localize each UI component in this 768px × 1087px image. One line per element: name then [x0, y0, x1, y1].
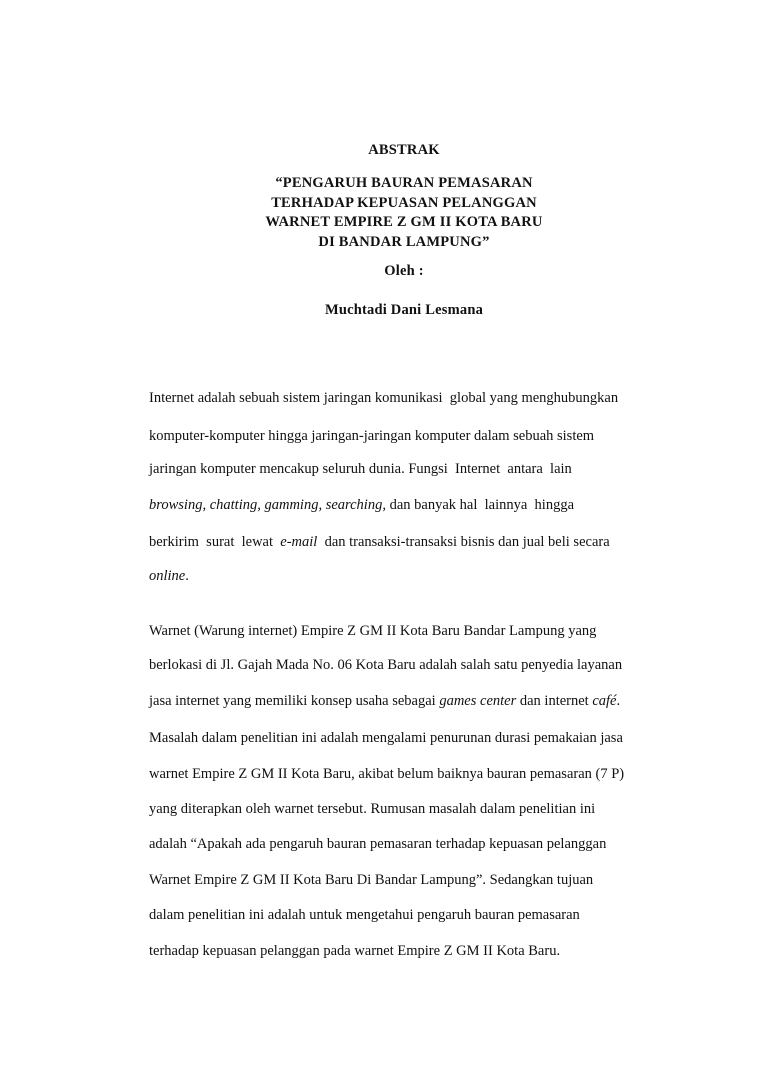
title-line: DI BANDAR LAMPUNG” [318, 233, 490, 250]
text-line: komputer-komputer hingga jaringan-jaringan komputer dalam sebuah sistem [149, 428, 595, 444]
author-name: Muchtadi Dani Lesmana [324, 302, 484, 318]
title-line: “PENGARUH BAURAN PEMASARAN [275, 175, 533, 191]
text-line: Warnet Empire Z GM II Kota Baru Di Bandar Lampung”. Sedangkan tujuan [149, 872, 594, 888]
text-line: yang diterapkan oleh warnet tersebut. Rumusan masalah dalam penelitian ini [149, 801, 596, 817]
by-label: Oleh : [384, 263, 424, 279]
title-line: TERHADAP KEPUASAN PELANGGAN [271, 194, 537, 211]
text-span: . [616, 693, 621, 709]
text-line: berlokasi di Jl. Gajah Mada No. 06 Kota Baru adalah salah satu penyedia layanan [149, 657, 623, 673]
text-span: dan internet [516, 693, 593, 709]
text-line: jaringan komputer mencakup seluruh dunia. Fungsi Internet antara lain [149, 461, 572, 477]
thesis-title [0, 174, 768, 252]
text-line: Masalah dalam penelitian ini adalah mengalami penurunan durasi pemakaian jasa [149, 730, 623, 746]
text-line [149, 567, 189, 585]
text-line: warnet Empire Z GM II Kota Baru, akibat belum baiknya bauran pemasaran (7 P) [149, 766, 625, 782]
text-line: Warnet (Warung internet) Empire Z GM II Kota Baru Bandar Lampung yang [149, 623, 597, 639]
italic-text: browsing, chatting, gamming, searching, [149, 497, 386, 513]
text-span: . [185, 568, 189, 584]
text-line [149, 692, 620, 710]
italic-text: online [149, 568, 186, 584]
abstract-heading: ABSTRAK [368, 142, 440, 158]
text-span: jasa internet yang memiliki konsep usaha sebagai [149, 693, 440, 709]
text-line: adalah “Apakah ada pengaruh bauran pemasaran terhadap kepuasan pelanggan [149, 836, 607, 852]
text-span: dan banyak hal lainnya hingga [385, 497, 575, 513]
text-span: dan transaksi-transaksi bisnis dan jual beli secara [317, 534, 610, 550]
italic-text: e-mail [280, 534, 318, 550]
text-line: dalam penelitian ini adalah untuk mengetahui pengaruh bauran pemasaran [149, 907, 580, 923]
text-line [149, 533, 610, 551]
text-span: berkirim surat lewat [149, 534, 281, 550]
text-line [149, 496, 574, 514]
italic-text: café [592, 693, 617, 709]
text-line: Internet adalah sebuah sistem jaringan komunikasi global yang menghubungkan [149, 390, 619, 406]
italic-text: games center [439, 693, 517, 709]
text-line: terhadap kepuasan pelanggan pada warnet Empire Z GM II Kota Baru. [149, 943, 561, 959]
title-line: WARNET EMPIRE Z GM II KOTA BARU [265, 214, 543, 230]
